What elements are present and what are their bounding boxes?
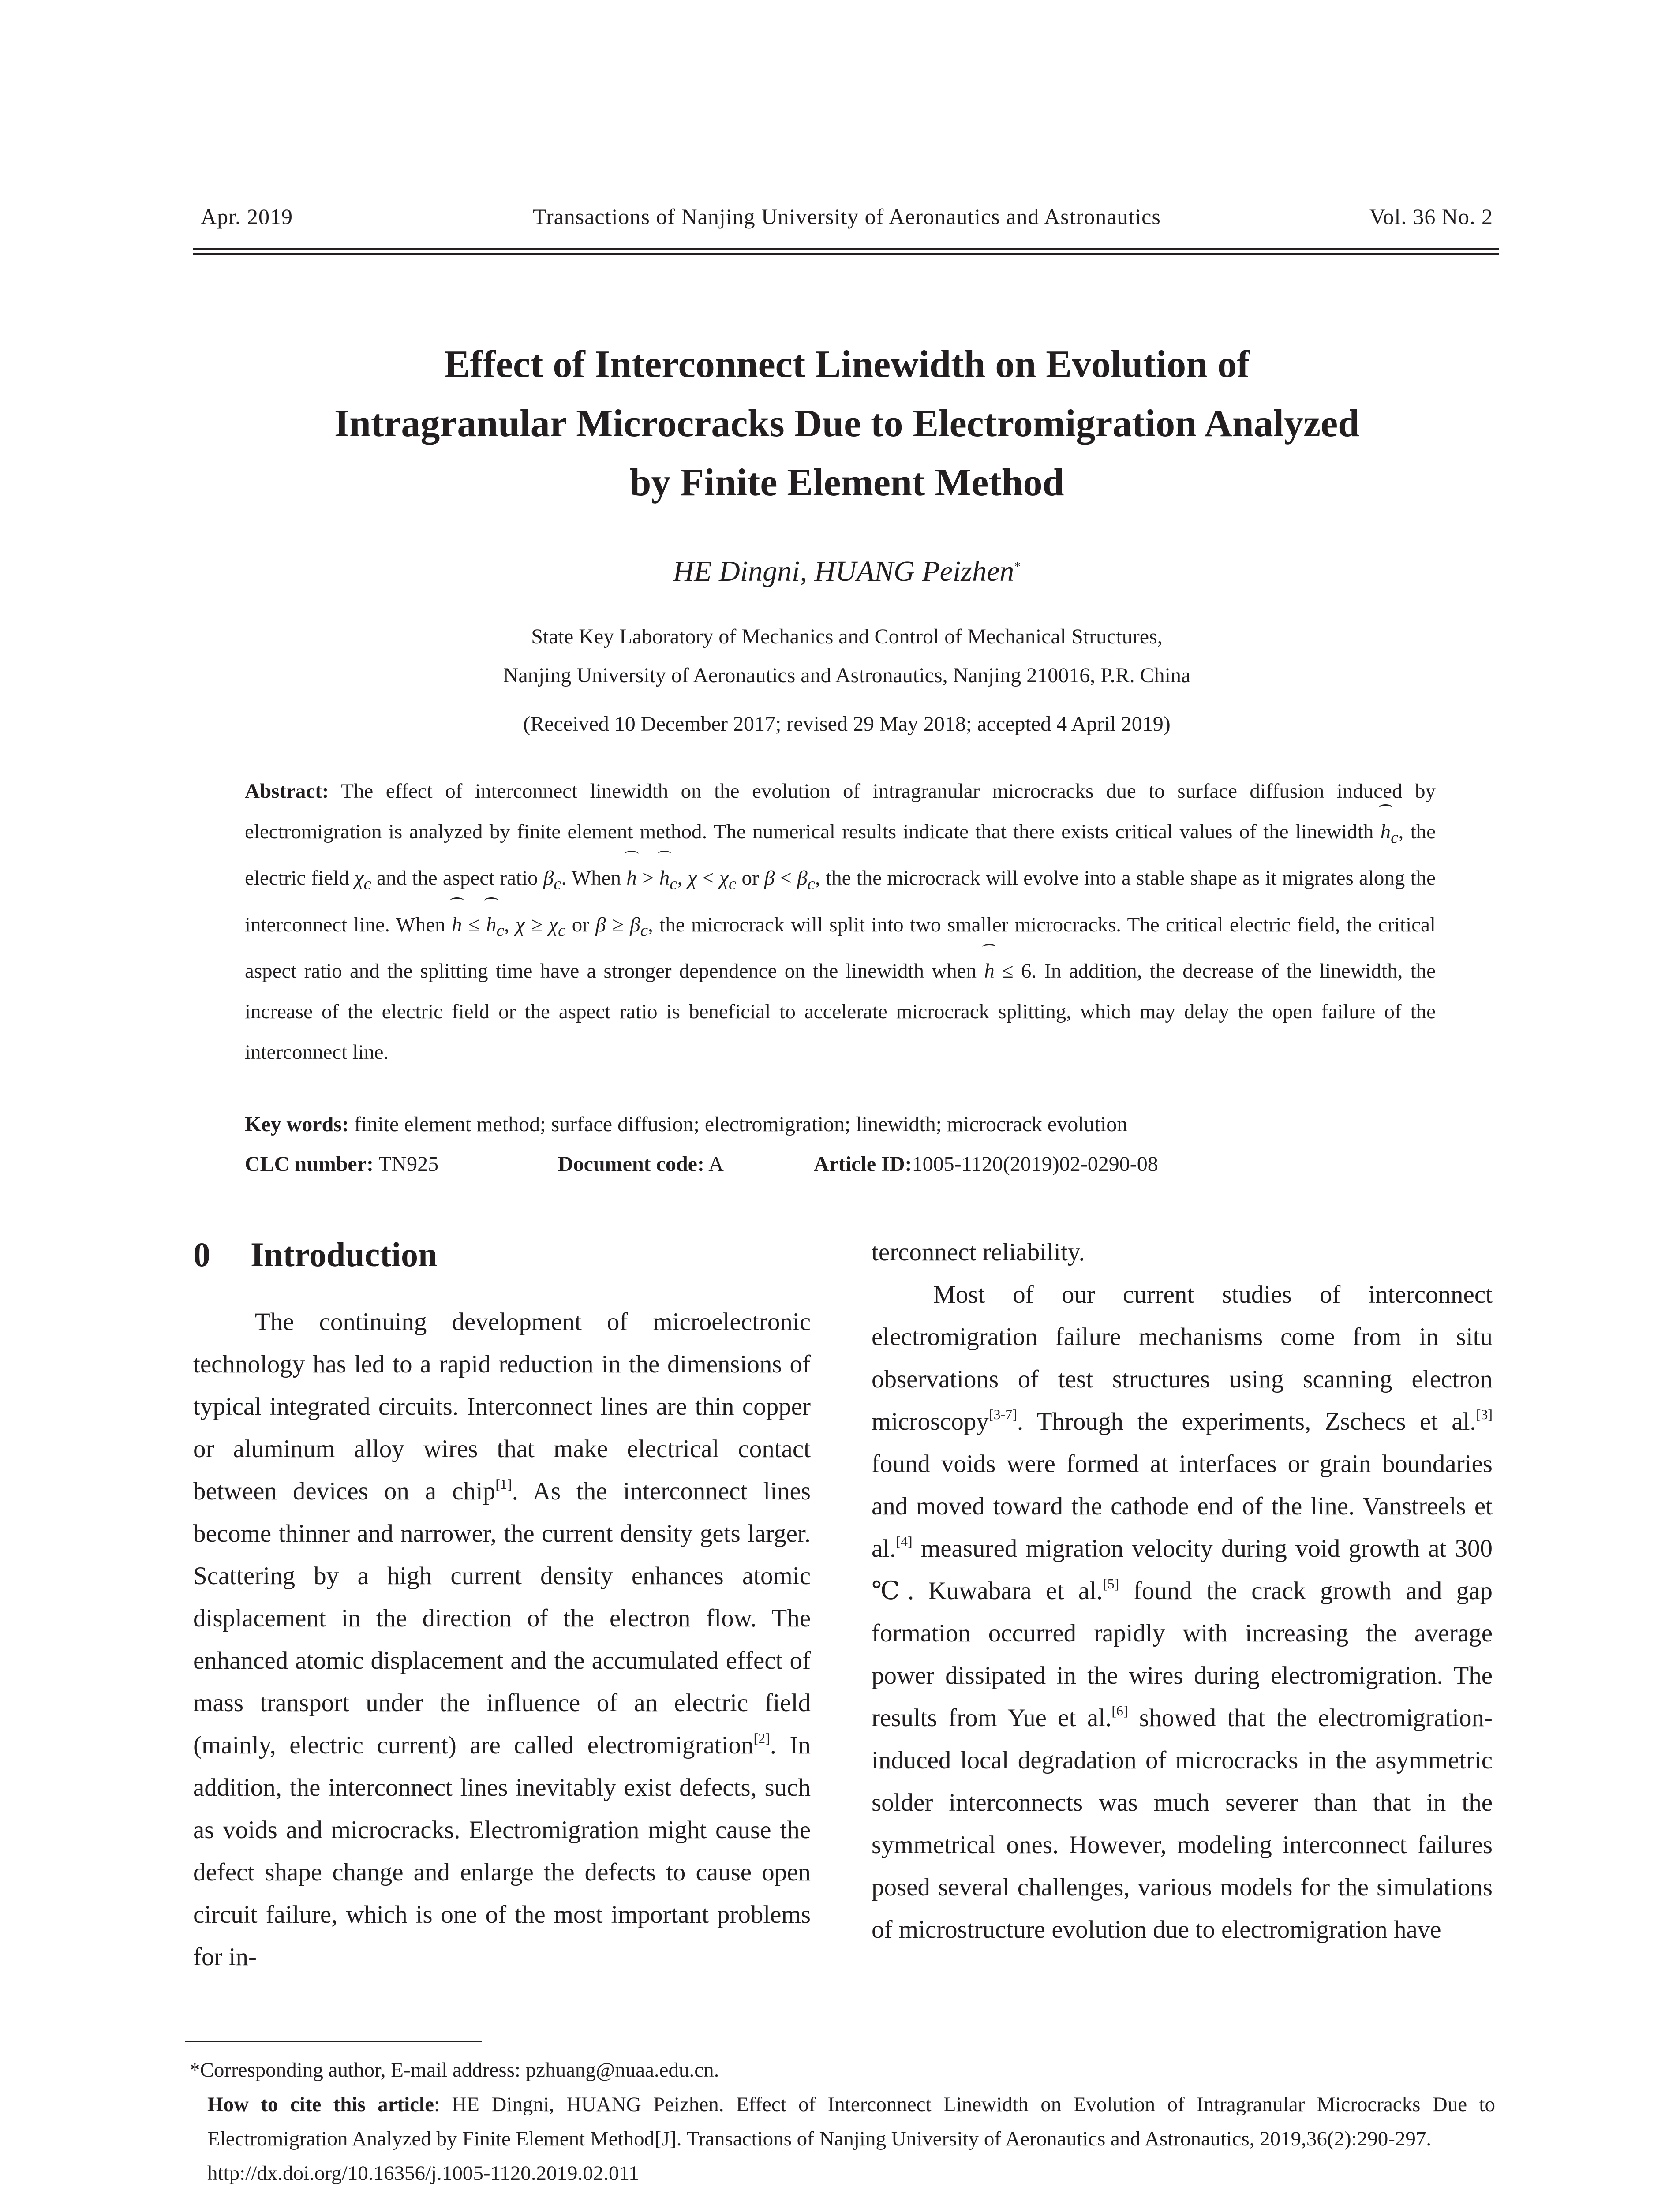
keywords-label: Key words: bbox=[245, 1113, 349, 1136]
subscript-c: c bbox=[554, 874, 561, 893]
subscript-c: c bbox=[807, 874, 816, 893]
abstract-text: the microcrack will evolve into a stable shape as it migrates along the interconnect line. When bbox=[245, 867, 1436, 936]
abstract-text: the microcrack will split into two smaller microcracks. The critical electric field, the critical aspect ratio and the splitting time have a stronger dependence on the linewidth when bbox=[245, 913, 1436, 983]
symbol-beta: β bbox=[797, 867, 808, 890]
keywords-text: finite element method; surface diffusion; electromigration; linewidth; microcrack evolution bbox=[354, 1113, 1128, 1136]
symbol-chi: χ bbox=[719, 867, 729, 890]
header-date: Apr. 2019 bbox=[201, 204, 293, 229]
citation-note bbox=[190, 2087, 1495, 2156]
corresponding-note: *Corresponding author, E-mail address: pzhuang@nuaa.edu.cn. bbox=[190, 2059, 719, 2082]
article-id: Article ID:1005-1120(2019)02-0290-08 bbox=[814, 1152, 1158, 1176]
relation: ≥ bbox=[612, 913, 624, 936]
relation: ≤ bbox=[468, 913, 480, 936]
relation: ≥ bbox=[531, 913, 543, 936]
abstract-text: , the electric field bbox=[245, 820, 1436, 890]
or-word: or bbox=[741, 867, 759, 890]
title-line: Intragranular Microcracks Due to Electromigration Analyzed bbox=[334, 402, 1360, 445]
citation[interactable]: [6] bbox=[1111, 1703, 1128, 1719]
received-dates: (Received 10 December 2017; revised 29 May 2018; accepted 4 April 2019) bbox=[523, 712, 1171, 736]
symbol-h: h bbox=[1381, 811, 1391, 852]
citation[interactable]: [1] bbox=[495, 1476, 512, 1492]
citation[interactable]: [3-7] bbox=[988, 1406, 1017, 1422]
section-heading bbox=[193, 1235, 811, 1274]
symbol-chi: χ bbox=[688, 867, 697, 890]
symbol-chi: χ bbox=[549, 913, 558, 936]
cite-text: : HE Dingni, HUANG Peizhen. Effect of Interconnect Linewidth on Evolution of Intragranular Microcracks Due to Electromigration Analyzed by Finite Element Method[J]. Transactions of Nanjing University of Aeronautics and Astronautics, 2019,36(2):290-297. bbox=[207, 2093, 1495, 2150]
citation[interactable]: [4] bbox=[896, 1533, 913, 1549]
paragraph: The continuing development of microelectronic technology has led to a rapid reduction in the dimensions of typical integrated circuits. Interconnect lines are thin copper or aluminum alloy wires that make electrical contact between devices on a chip[1]. As the interconnect lines become thinner and narrower, the current density gets larger. Scattering by a high current density enhances atomic displacement in the direction of the electron flow. The enhanced atomic displacement and the accumulated effect of mass transport under the influence of an electric field (mainly, electric current) are called electromigration[2]. In addition, the interconnect lines inevitably exist defects, such as voids and microcracks. Electromigration might cause the defect shape change and enlarge the defects to cause open circuit failure, which is one of the most important problems for in- bbox=[193, 1308, 811, 1971]
section-number: 0 bbox=[193, 1235, 210, 1274]
citation[interactable]: [3] bbox=[1476, 1406, 1493, 1422]
cite-label: How to cite this article bbox=[207, 2093, 434, 2116]
subscript-c: c bbox=[1391, 828, 1399, 847]
subscript-c: c bbox=[363, 874, 371, 893]
abstract-text: The effect of interconnect linewidth on the evolution of intragranular microcracks due to surface diffusion induced by electromigration is analyzed by finite element method. The numerical results indicate that there exists critical values of the linewidth bbox=[245, 780, 1436, 843]
symbol-beta: β bbox=[595, 913, 606, 936]
subscript-c: c bbox=[670, 874, 677, 893]
clc-number: CLC number: TN925 bbox=[245, 1152, 439, 1176]
header-rule-bottom bbox=[193, 253, 1499, 255]
keywords bbox=[245, 1112, 1436, 1136]
title-line: by Finite Element Method bbox=[629, 461, 1064, 504]
abstract: Abstract: The effect of interconnect linewidth on the evolution of intragranular microcracks due to surface diffusion induced by electromigration is analyzed by finite element method. The numerical results indicate that there exists critical values of the linewidth $h_c$, the electric field $\chi_c$ and the aspect ratio $\beta_c$. When $h > h_c$, $\chi < \chi_c$ or $\beta < \beta_c$, the the microcrack will evolve into a stable shape as it migrates along the interconnect line. When $h \le h_c$, $\chi \ge \chi_c$ or $\beta \ge \beta_c$, the microcrack will split into two smaller microcracks. The critical electric field, the critical aspect ratio and the splitting time have a stronger dependence on the linewidth when h ≤ 6. In addition, the decrease of the linewidth, the increase of the electric field or the aspect ratio is beneficial to accelerate microcrack splitting, which may delay the open failure of the interconnect line. bbox=[245, 780, 1436, 1064]
relation: < bbox=[780, 867, 792, 890]
affiliation bbox=[201, 617, 1493, 695]
paper-title bbox=[201, 335, 1493, 512]
symbol-h: h bbox=[486, 904, 497, 945]
abstract-label: Abstract: bbox=[245, 780, 329, 803]
symbol-beta: β bbox=[630, 913, 640, 936]
section-title: Introduction bbox=[251, 1235, 438, 1274]
symbol-chi: χ bbox=[516, 913, 525, 936]
subscript-c: c bbox=[496, 921, 504, 940]
document-code: Document code: A bbox=[558, 1152, 724, 1176]
title-line: Effect of Interconnect Linewidth on Evolution of bbox=[444, 343, 1250, 386]
citation[interactable]: [5] bbox=[1103, 1576, 1119, 1592]
header-volume: Vol. 36 No. 2 bbox=[1369, 204, 1493, 229]
symbol-beta: β bbox=[543, 867, 554, 890]
abstract-text: . When bbox=[561, 867, 621, 890]
header-rule-top bbox=[193, 248, 1499, 250]
running-header bbox=[201, 204, 1493, 235]
abstract-text: and the aspect ratio bbox=[377, 867, 538, 890]
relation: > bbox=[642, 867, 654, 890]
citation[interactable]: [2] bbox=[753, 1730, 770, 1746]
affiliation-line: Nanjing University of Aeronautics and Astronautics, Nanjing 210016, P.R. China bbox=[503, 664, 1191, 687]
paragraph: Most of our current studies of interconnect electromigration failure mechanisms come from in situ observations of test structures using scanning electron microscopy[3-7]. Through the experiments, Zschecs et al.[3] found voids were formed at interfaces or grain boundaries and moved toward the cathode end of the line. Vanstreels et al.[4] measured migration velocity during void growth at 300 ℃. Kuwabara et al.[5] found the crack growth and gap formation occurred rapidly with increasing the average power dissipated in the wires during electromigration. The results from Yue et al.[6] showed that the electromigration-induced local degradation of microcracks in the asymmetric solder interconnects was much severer than that in the symmetrical ones. However, modeling interconnect failures posed several challenges, various models for the simulations of microstructure evolution due to electromigration have bbox=[872, 1281, 1493, 1943]
symbol-h: h bbox=[984, 951, 995, 991]
symbol-h: h bbox=[452, 904, 462, 945]
author-list bbox=[201, 555, 1493, 588]
symbol-chi: χ bbox=[354, 867, 364, 890]
affiliation-line: State Key Laboratory of Mechanics and Control of Mechanical Structures, bbox=[531, 625, 1163, 648]
right-column bbox=[872, 1231, 1493, 1951]
symbol-beta: β bbox=[764, 867, 775, 890]
author-names: HE Dingni, HUANG Peizhen bbox=[673, 555, 1014, 587]
paragraph: terconnect reliability. bbox=[872, 1238, 1085, 1266]
doi-link[interactable]: http://dx.doi.org/10.16356/j.1005-1120.2019.02.011 bbox=[207, 2162, 639, 2185]
subscript-c: c bbox=[728, 874, 737, 893]
symbol-h: h bbox=[626, 858, 637, 898]
relation: < bbox=[702, 867, 714, 890]
abstract-text: ≤ 6. In addition, the decrease of the linewidth, the increase of the electric field or the aspect ratio is beneficial to accelerate microcrack splitting, which may delay the open failure of the interconnect line. bbox=[245, 960, 1436, 1064]
header-journal: Transactions of Nanjing University of Aeronautics and Astronautics bbox=[533, 204, 1161, 229]
or-word: or bbox=[572, 913, 589, 936]
symbol-h: h bbox=[659, 858, 670, 898]
footnotes bbox=[190, 2053, 1495, 2190]
subscript-c: c bbox=[558, 921, 566, 940]
corresponding-mark: * bbox=[1014, 559, 1021, 574]
classification-line bbox=[245, 1152, 1436, 1183]
subscript-c: c bbox=[640, 921, 648, 940]
left-column bbox=[193, 1301, 811, 1978]
footnote-rule bbox=[185, 2041, 482, 2042]
